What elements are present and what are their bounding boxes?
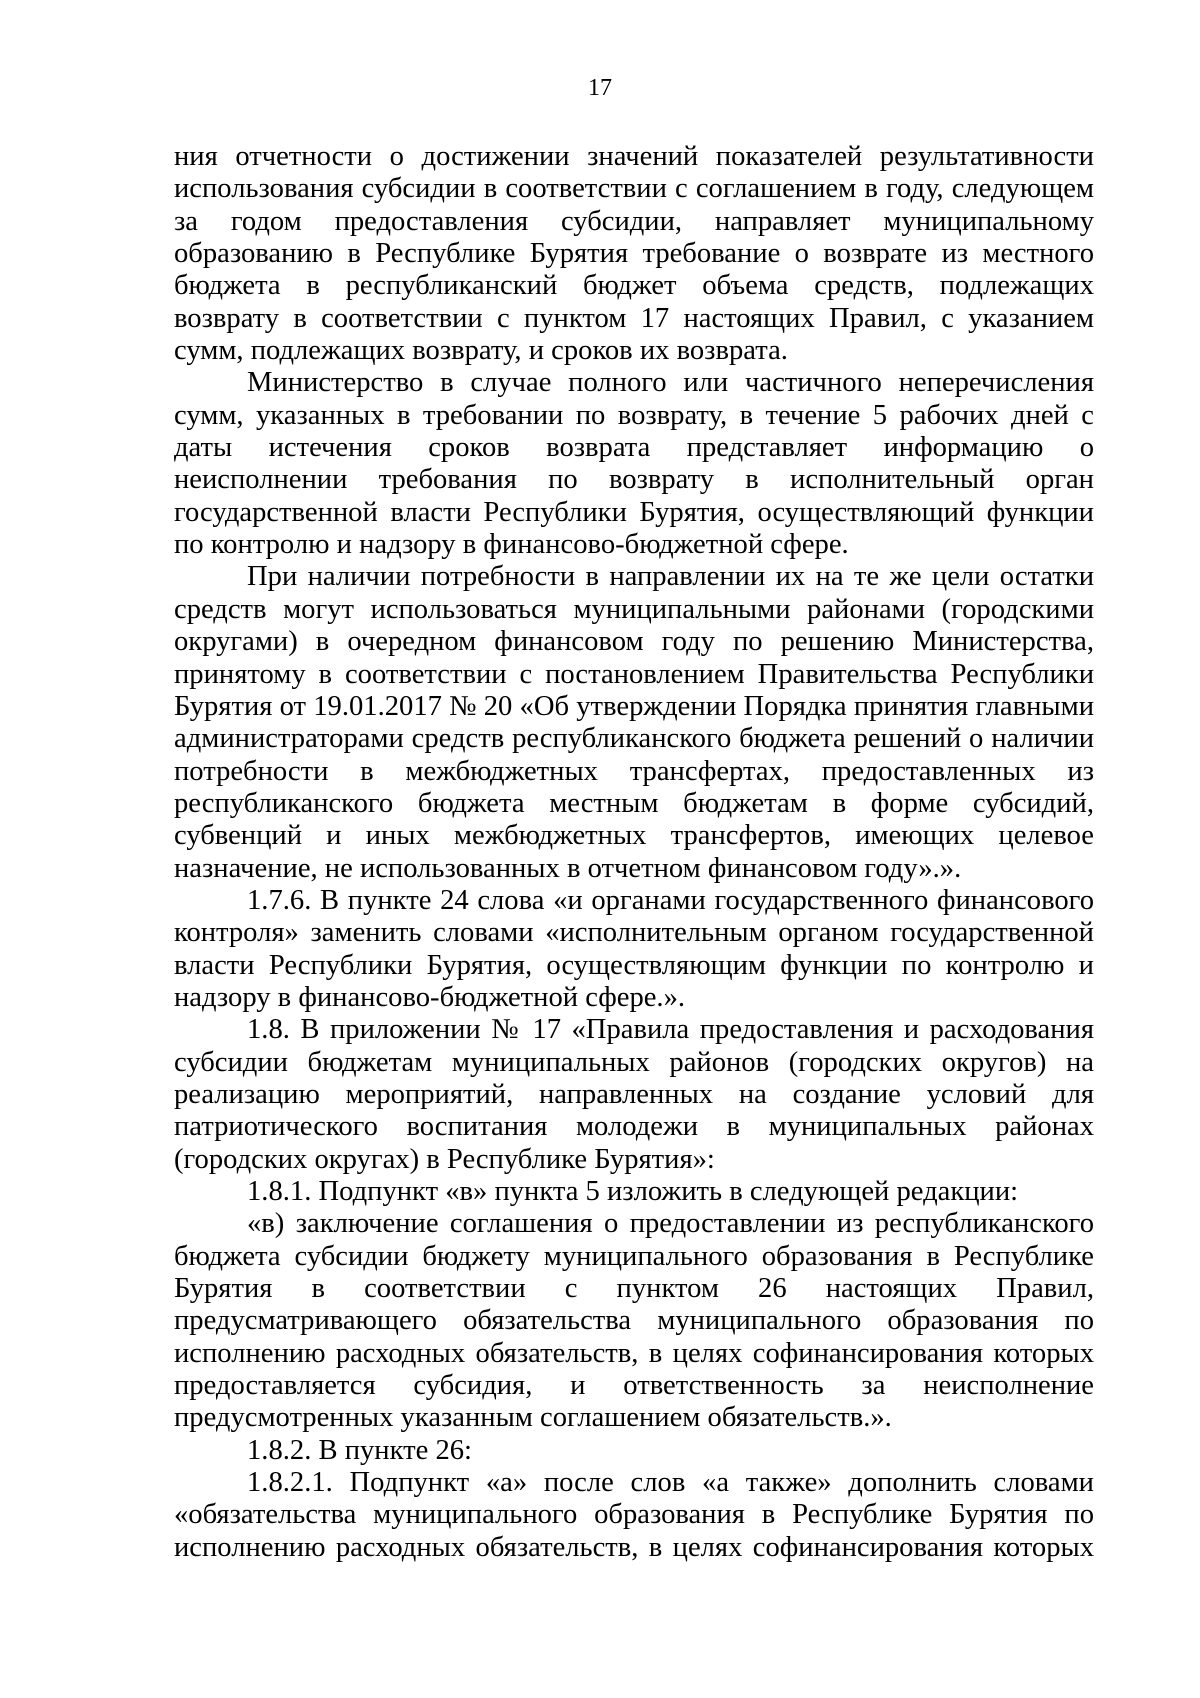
paragraph-item-1-8: 1.8. В приложении № 17 «Правила предоставления и расходования субсидии бюджетам муниципальных районов (городских округов) на реализацию мероприятий, направленных на создание условий для патриотического воспитания молодежи в муниципальных районах (городских округах) в Республике Бурятия»: [174, 1014, 1094, 1175]
page-number: 17 [588, 75, 612, 101]
paragraph-subitem-v: «в) заключение соглашения о предоставлении из республиканского бюджета субсидии бюджету муниципального образования в Республике Бурятия в соответствии с пунктом 26 настоящих Правил, предусматривающего обязательства муниципального образования по исполнению расходных обязательств, в целях софинансирования которых предоставляется субсидия, и ответственность за неисполнение предусмотренных указанным соглашением обязательств.». [174, 1208, 1094, 1434]
paragraph-item-1-7-6: 1.7.6. В пункте 24 слова «и органами государственного финансового контроля» заменить словами «исполнительным органом государственной власти Республики Бурятия, осуществляющим функции по контролю и надзору в финансово-бюджетной сфере.». [174, 884, 1094, 1013]
paragraph-item-1-8-2-1: 1.8.2.1. Подпункт «а» после слов «а также» дополнить словами «обязательства муниципального образования в Республике Бурятия по исполнению расходных обязательств, в целях софинансирования которых [174, 1467, 1094, 1563]
document-body [174, 141, 1094, 1564]
paragraph-ministry-notice: Министерство в случае полного или частичного неперечисления сумм, указанных в требовании по возврату, в течение 5 рабочих дней с даты истечения сроков возврата представляет информацию о неисполнении требования по возврату в исполнительный орган государственной власти Республики Бурятия, осуществляющий функции по контролю и надзору в финансово-бюджетной сфере. [174, 367, 1094, 561]
paragraph-remaining-funds: При наличии потребности в направлении их на те же цели остатки средств могут использоваться муниципальными районами (городскими округами) в очередном финансовом году по решению Министерства, принятому в соответствии с постановлением Правительства Республики Бурятия от 19.01.2017 № 20 «Об утверждении Порядка принятия главными администраторами средств республиканского бюджета решений о наличии потребности в межбюджетных трансфертах, предоставленных из республиканского бюджета местным бюджетам в форме субсидий, субвенций и иных межбюджетных трансфертов, имеющих целевое назначение, не использованных в отчетном финансовом году».». [174, 561, 1094, 884]
paragraph-1-continuation: ния отчетности о достижении значений показателей результативности использования субсидии в соответствии с соглашением в году, следующем за годом предоставления субсидии, направляет муниципальному образованию в Республике Бурятия требование о возврате из местного бюджета в республиканский бюджет объема средств, подлежащих возврату в соответствии с пунктом 17 настоящих Правил, с указанием сумм, подлежащих возврату, и сроков их возврата. [174, 141, 1094, 367]
paragraph-item-1-8-1: 1.8.1. Подпункт «в» пункта 5 изложить в следующей редакции: [247, 1176, 1019, 1207]
paragraph-item-1-8-2: 1.8.2. В пункте 26: [247, 1434, 472, 1466]
